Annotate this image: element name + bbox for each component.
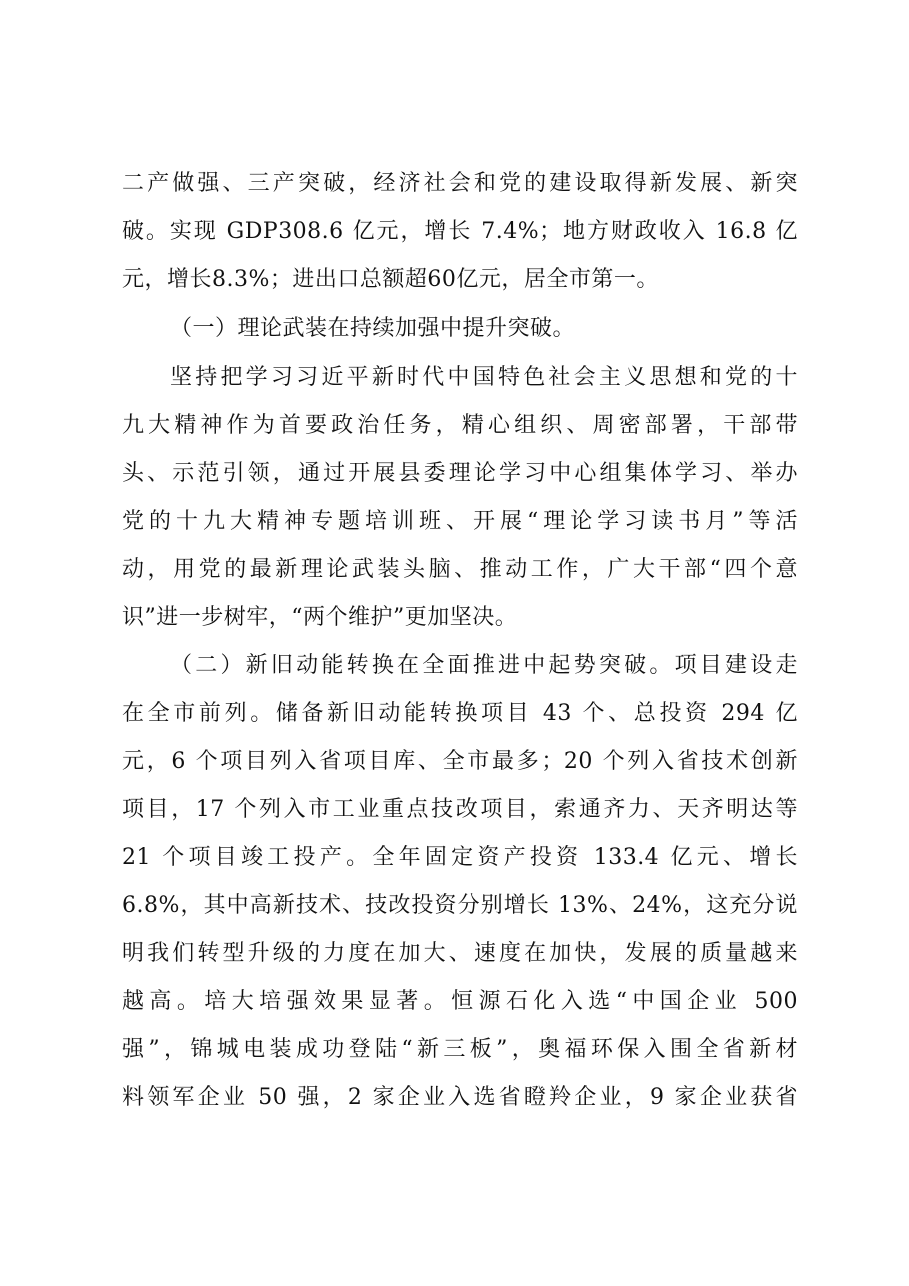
- text-line: 党的十九大精神专题培训班、开展“理论学习读书月”等活: [122, 509, 798, 534]
- text-line: 二产做强、三产突破，经济社会和党的建设取得新发展、新突: [122, 171, 798, 196]
- text-line: 项目，17 个列入市工业重点技改项目，索通齐力、天齐明达等: [122, 797, 798, 822]
- section-heading: （一）理论武装在持续加强中提升突破。: [170, 316, 576, 341]
- text-line: 强”，锦城电装成功登陆“新三板”，奥福环保入围全省新材: [122, 1037, 798, 1062]
- text-line: 九大精神作为首要政治任务，精心组织、周密部署，干部带: [122, 413, 798, 438]
- text-line: 21 个项目竣工投产。全年固定资产投资 133.4 亿元、增长: [122, 845, 798, 870]
- text-line: 破。实现 GDP308.6 亿元，增长 7.4%；地方财政收入 16.8 亿: [122, 219, 798, 244]
- text-line: 元，6 个项目列入省项目库、全市最多；20 个列入省技术创新: [122, 749, 798, 774]
- text-line: 越高。培大培强效果显著。恒源石化入选“中国企业 500: [122, 989, 798, 1014]
- section-heading: （二）新旧动能转换在全面推进中起势突破。项目建设走: [170, 653, 798, 678]
- text-line: 元，增长8.3%；进出口总额超60亿元，居全市第一。: [122, 267, 659, 292]
- text-line: 6.8%，其中高新技术、技改投资分别增长 13%、24%，这充分说: [122, 893, 798, 918]
- text-line: 动，用党的最新理论武装头脑、推动工作，广大干部“四个意: [122, 557, 798, 582]
- text-line: 明我们转型升级的力度在加大、速度在加快，发展的质量越来: [122, 941, 798, 966]
- text-line: 在全市前列。储备新旧动能转换项目 43 个、总投资 294 亿: [122, 701, 798, 726]
- text-line: 识”进一步树牢，“两个维护”更加坚决。: [122, 605, 518, 630]
- text-line: 头、示范引领，通过开展县委理论学习中心组集体学习、举办: [122, 461, 798, 486]
- text-line: 坚持把学习习近平新时代中国特色社会主义思想和党的十: [170, 365, 798, 390]
- text-line: 料领军企业 50 强，2 家企业入选省瞪羚企业，9 家企业获省: [122, 1085, 798, 1110]
